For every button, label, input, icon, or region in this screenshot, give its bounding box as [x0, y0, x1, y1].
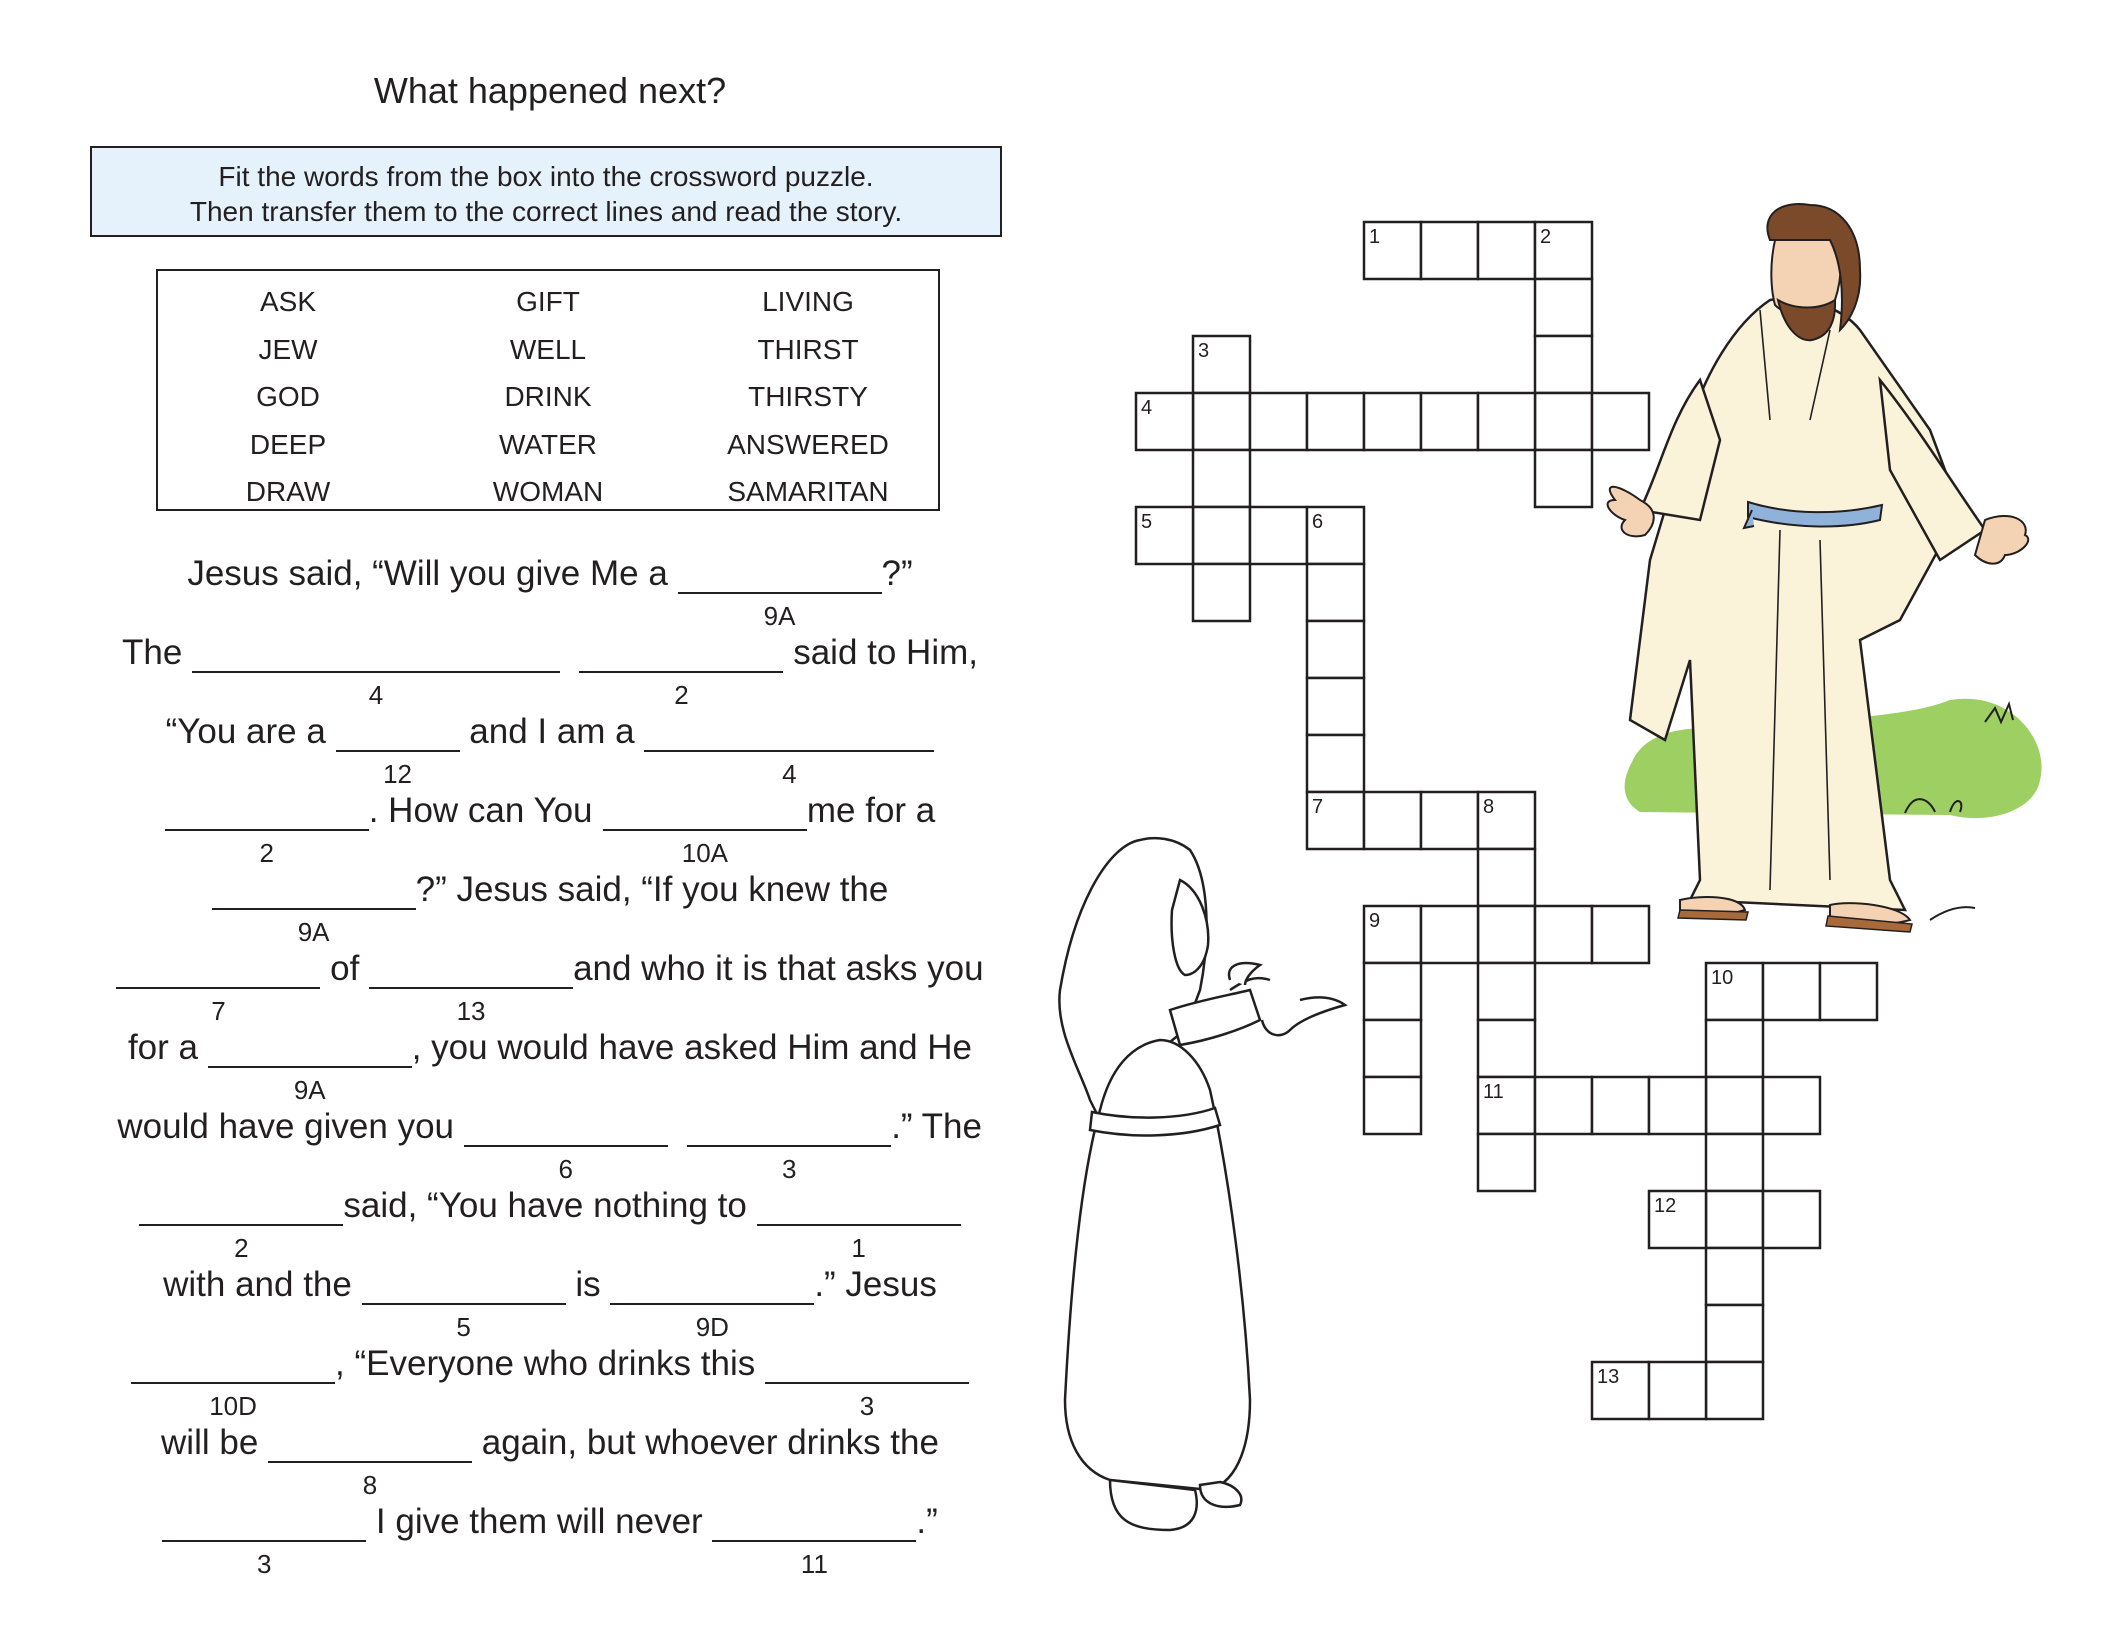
story-text-segment: .” The — [891, 1107, 982, 1146]
story-text-segment: ?” — [881, 554, 913, 593]
blank-clue-label: 9A — [297, 917, 330, 947]
story-text-segment: and who it is that asks you — [573, 949, 984, 988]
word-bank-item: DRAW — [245, 476, 331, 507]
story-text-segment: . How can You — [368, 791, 603, 830]
story-text-segment: is — [565, 1265, 611, 1304]
clue-number: 9 — [1369, 910, 1381, 932]
clue-number: 1 — [1369, 226, 1381, 248]
blank-clue-label: 2 — [234, 1233, 249, 1263]
clue-number: 3 — [1198, 340, 1210, 362]
word-bank-item: THIRSTY — [748, 381, 868, 412]
story-text-segment: will be — [161, 1423, 269, 1462]
blank-clue-label: 8 — [362, 1470, 378, 1500]
story-text-segment: for a — [127, 1028, 208, 1067]
story-text-segment: said to Him, — [783, 633, 978, 672]
blank-clue-label: 7 — [211, 996, 226, 1026]
story-text-segment: , you would have asked Him and He — [411, 1028, 973, 1067]
clue-number: 2 — [1540, 226, 1552, 248]
story-text-segment: with and the — [163, 1265, 362, 1304]
page-title: What happened next? — [373, 70, 727, 111]
word-bank-item: ASK — [259, 286, 317, 317]
story-text-segment: The — [122, 633, 193, 672]
clue-number: 11 — [1483, 1081, 1504, 1103]
word-bank-item: DEEP — [249, 428, 327, 460]
jesus-figure — [1608, 204, 2029, 932]
blank-clue-label: 12 — [383, 759, 412, 789]
word-bank-item: SAMARITAN — [727, 476, 889, 507]
story-text-segment: I give them will never — [366, 1502, 713, 1541]
blank-clue-label: 9D — [695, 1312, 729, 1342]
story-text-segment: , “Everyone who drinks this — [335, 1344, 765, 1383]
word-bank-item: WELL — [509, 333, 587, 365]
clue-number: 8 — [1483, 796, 1495, 818]
clue-number: 10 — [1711, 967, 1734, 989]
story-text-segment: me for a — [806, 791, 936, 830]
word-bank-item: LIVING — [762, 286, 854, 317]
word-bank-item: JEW — [258, 333, 318, 365]
word-bank-item: WOMAN — [492, 476, 604, 507]
word-bank-item: DRINK — [504, 381, 592, 412]
blank-clue-label: 2 — [259, 838, 274, 868]
blank-clue-label: 13 — [456, 996, 486, 1026]
story-text-segment: of — [320, 949, 370, 988]
story-text-segment: and I am a — [459, 712, 645, 751]
blank-clue-label: 3 — [256, 1549, 272, 1579]
clue-number: 13 — [1597, 1366, 1620, 1388]
blank-clue-label: 11 — [800, 1549, 828, 1579]
word-bank-item: WATER — [499, 428, 597, 460]
story-text-segment: again, but whoever drinks the — [472, 1423, 939, 1462]
blank-clue-label: 10A — [681, 838, 728, 868]
clue-number: 12 — [1654, 1195, 1677, 1217]
woman-figure — [1059, 838, 1345, 1530]
word-bank-item: THIRST — [757, 333, 859, 365]
blank-clue-label: 6 — [558, 1154, 573, 1184]
story-text-segment: .” Jesus — [814, 1265, 937, 1304]
clue-number: 7 — [1312, 796, 1324, 818]
blank-clue-label: 9A — [293, 1075, 326, 1105]
blank-clue-label: 1 — [851, 1233, 866, 1263]
blank-clue-label: 4 — [368, 680, 384, 710]
story-text-segment: said, “You have nothing to — [343, 1186, 757, 1225]
blank-clue-label: 3 — [781, 1154, 797, 1184]
word-bank-item: ANSWERED — [727, 428, 889, 460]
blank-clue-label: 9A — [763, 601, 796, 631]
blank-clue-label: 4 — [782, 759, 797, 789]
word-bank-item: GOD — [256, 381, 320, 412]
story-text-segment: ?” Jesus said, “If you knew the — [415, 870, 889, 909]
blank-clue-label: 5 — [456, 1312, 471, 1342]
instruction-line: Fit the words from the box into the crossword puzzle. — [218, 161, 874, 192]
story-text-segment: .” — [916, 1502, 938, 1541]
instruction-line: Then transfer them to the correct lines and read the story. — [189, 196, 903, 227]
blank-clue-label: 3 — [859, 1391, 875, 1421]
clue-number: 4 — [1141, 397, 1153, 419]
story-text-segment: would have given you — [117, 1107, 464, 1146]
clue-number: 6 — [1312, 511, 1324, 533]
blank-clue-label: 2 — [674, 680, 689, 710]
story-text-segment: Jesus said, “Will you give Me a — [187, 554, 678, 593]
blank-clue-label: 10D — [209, 1391, 257, 1421]
word-bank-item: GIFT — [516, 286, 580, 317]
story-text-segment: “You are a — [165, 712, 336, 751]
clue-number: 5 — [1141, 511, 1153, 533]
